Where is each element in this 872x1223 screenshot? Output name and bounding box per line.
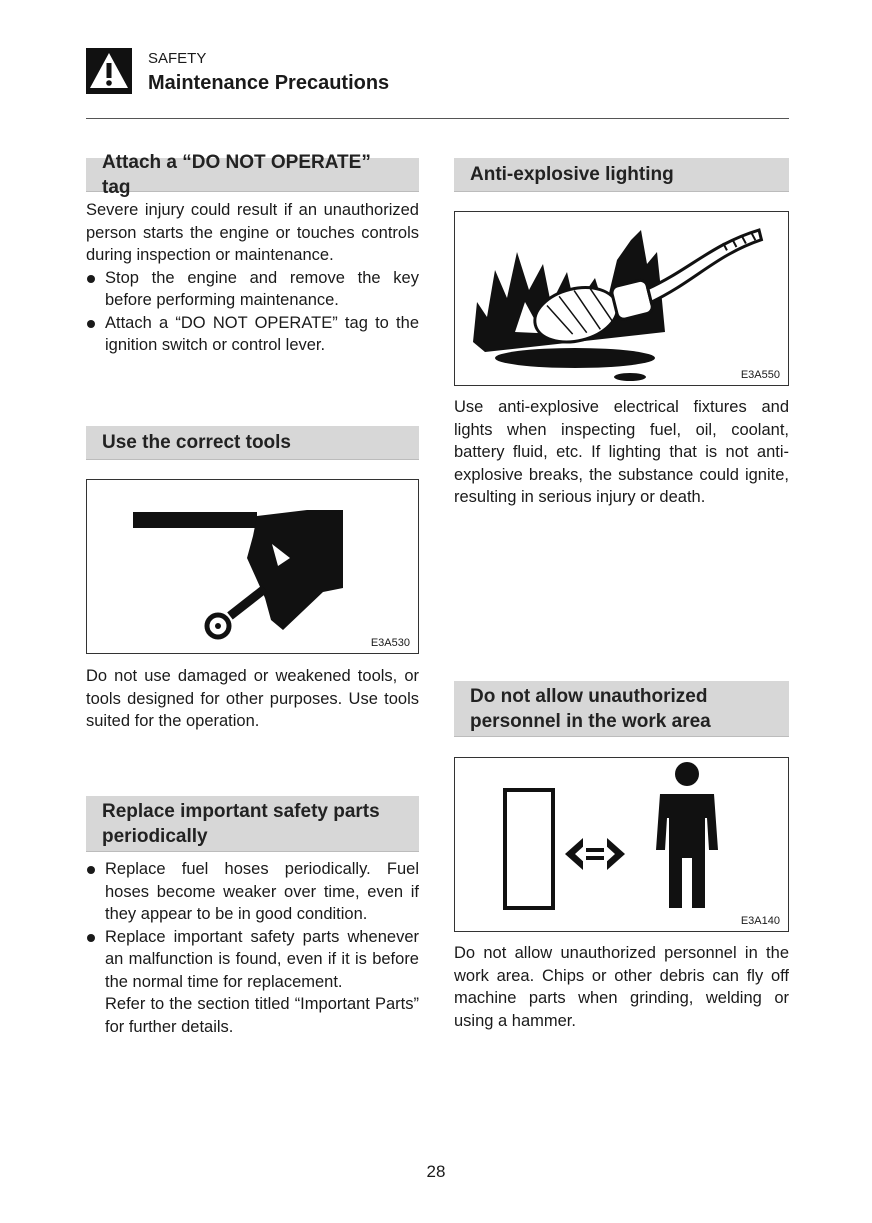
list-item: Replace fuel hoses periodically. Fuel hoses become weaker over time, even if they appear to be in good condition. xyxy=(86,858,419,926)
personnel-section-heading-line1: Do not allow unauthorized xyxy=(470,685,708,707)
tools-figure-code: E3A530 xyxy=(370,637,410,649)
section-label: SAFETY xyxy=(148,50,207,67)
tools-figure xyxy=(86,479,419,654)
personnel-figure-code: E3A140 xyxy=(740,915,780,927)
personnel-figure xyxy=(454,757,789,932)
hand-wrench-icon xyxy=(87,480,420,655)
page-title: Maintenance Precautions xyxy=(148,72,390,94)
tag-section-heading-text: Attach a “DO NOT OPERATE” tag xyxy=(102,151,371,198)
parts-section-note: Refer to the section titled “Important Parts” for further details. xyxy=(105,995,419,1036)
list-item: Attach a “DO NOT OPERATE” tag to the ignition switch or control lever. xyxy=(86,312,419,357)
parts-section-heading xyxy=(86,796,419,852)
tag-section-bullets xyxy=(86,267,419,357)
list-item: Stop the engine and remove the key before performing maintenance. xyxy=(86,267,419,312)
lighting-figure-code: E3A550 xyxy=(740,369,780,381)
personnel-section-text: Do not allow unauthorized personnel in the work area. Chips or other debris can fly off machine parts when grinding, welding or using a hammer. xyxy=(454,944,789,1030)
tag-section-body xyxy=(86,199,419,357)
parts-section-bullets xyxy=(86,858,419,1038)
lighting-section-heading-text: Anti-explosive lighting xyxy=(470,164,674,185)
parts-section-heading-line1: Replace important safety parts xyxy=(102,800,380,822)
tools-section-heading xyxy=(86,426,419,460)
list-item-text: Replace important safety parts whenever an malfunction is found, even if it is before the normal time for replacement. xyxy=(105,927,419,991)
fire-lamp-icon xyxy=(455,212,790,387)
tag-section-heading xyxy=(86,151,419,198)
tag-section-intro: Severe injury could result if an unauthorized person starts the engine or touches controls during inspection or maintenance. xyxy=(86,201,419,264)
parts-section-heading-line2: periodically xyxy=(102,825,208,847)
personnel-section-heading-line2: personnel in the work area xyxy=(470,710,711,732)
personnel-section-heading xyxy=(454,681,789,737)
lighting-section-heading xyxy=(454,158,789,192)
lighting-figure xyxy=(454,211,789,386)
tools-section-text: Do not use damaged or weakened tools, or tools designed for other purposes. Use tools suited for the operation. xyxy=(86,667,419,730)
parts-section-body xyxy=(86,858,419,1038)
list-item xyxy=(86,926,419,1039)
lighting-section-text: Use anti-explosive electrical fixtures and lights when inspecting fuel, oil, coolant, battery fluid, etc. If lighting that is not anti-explosive breaks, the substance could ignite, resulting in serious injury or death. xyxy=(454,398,789,506)
tools-section-heading-text: Use the correct tools xyxy=(102,432,291,453)
door-person-icon xyxy=(455,758,790,933)
header-divider xyxy=(86,118,789,119)
warning-icon xyxy=(86,48,132,94)
page-number: 28 xyxy=(426,1162,446,1181)
